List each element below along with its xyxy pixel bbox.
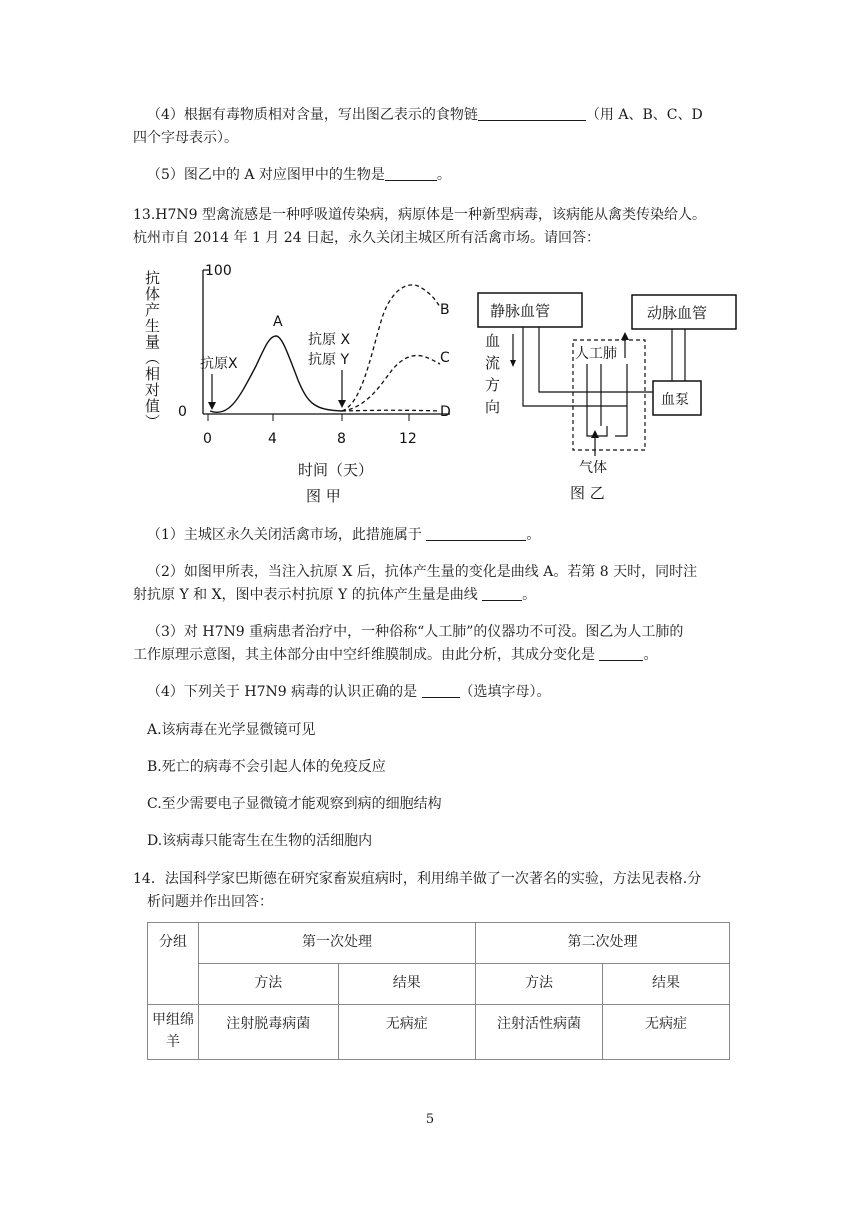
q13-part2-line2: 射抗原 Y 和 X，图中表示村抗原 Y 的抗体产生量是曲线 。: [133, 584, 536, 606]
table-header-second: 第二次处理: [476, 923, 730, 964]
table-subheader-row: [148, 964, 730, 1005]
table-header-first: 第一次处理: [199, 923, 476, 964]
q12-part4-line1: （4）根据有毒物质相对含量，写出图乙表示的食物链 （用 A、B、C、D: [147, 104, 703, 126]
q12-part4-line2: 四个字母表示）。: [133, 130, 238, 146]
x-tick-12: 12: [399, 431, 417, 447]
antigen-xy-label-1: 抗原 X: [308, 332, 351, 348]
answer-blank[interactable]: [422, 681, 460, 698]
flow-label-2: 流: [485, 354, 501, 372]
q13-part2-line1: （2）如图甲所表，当注入抗原 X 后，抗体产生量的变化是曲线 A。若第 8 天时，同时注: [147, 564, 698, 580]
x-tick-4: 4: [268, 431, 277, 447]
artery-label: 动脉血管: [647, 304, 708, 322]
curve-b-label: B: [440, 302, 450, 318]
q13-part3-line2: 工作原理示意图，其主体部分由中空纤维膜制成。由此分析，其成分变化是 。: [133, 644, 657, 666]
curve-a-label: A: [273, 314, 283, 330]
flow-label-4: 向: [485, 398, 501, 416]
q13-part1: （1）主城区永久关闭活禽市场，此措施属于 。: [147, 524, 540, 546]
figure-caption-jia: 图 甲: [306, 487, 341, 505]
q14-intro-line1: 14．法国科学家巴斯德在研究家畜炭疽病时，利用绵羊做了一次著名的实验，方法见表格.分: [133, 871, 702, 887]
curve-b: [342, 285, 440, 411]
curve-c: [342, 356, 440, 411]
table-header-result: 结果: [603, 964, 730, 1005]
antigen-xy-label-2: 抗原 Y: [308, 352, 350, 368]
answer-blank[interactable]: [599, 644, 643, 661]
y-axis-label: 抗体产生量（相对值）: [143, 270, 161, 430]
table-cell: 无病症: [603, 1005, 730, 1060]
experiment-table: [147, 922, 730, 1060]
answer-blank[interactable]: [385, 164, 437, 181]
gas-label: 气体: [579, 460, 607, 476]
q13-part4: （4）下列关于 H7N9 病毒的认识正确的是 （选填字母）。: [147, 681, 551, 703]
flow-label-1: 血: [485, 332, 501, 350]
curve-d: [342, 410, 440, 411]
table-header-row: [148, 923, 730, 964]
table-header-group: 分组: [148, 923, 199, 1005]
y-tick-0: 0: [178, 404, 187, 420]
table-cell: 注射脱毒病菌: [199, 1005, 339, 1060]
q13-option-b: B.死亡的病毒不会引起人体的免疫反应: [147, 759, 386, 775]
antigen-x-label: 抗原X: [200, 356, 238, 372]
table-cell: 无病症: [338, 1005, 476, 1060]
q13-intro-line2: 杭州市自 2014 年 1 月 24 日起，永久关闭主城区所有活禽市场。请回答：: [133, 230, 601, 246]
pump-label: 血泵: [661, 392, 689, 408]
vein-label: 静脉血管: [490, 302, 551, 320]
q13-option-c: C.至少需要电子显微镜才能观察到病的细胞结构: [147, 796, 442, 812]
curve-c-label: C: [440, 350, 450, 366]
q13-intro-line1: 13.H7N9 型禽流感是一种呼吸道传染病，病原体是一种新型病毒，该病能从禽类传染给人。: [133, 207, 706, 223]
q13-option-d: D.该病毒只能寄生在生物的活细胞内: [147, 833, 373, 849]
figure-jia-antibody-graph: [140, 258, 470, 508]
table-cell: 注射活性病菌: [476, 1005, 603, 1060]
q13-part3-line1: （3）对 H7N9 重病患者治疗中，一种俗称“人工肺”的仪器功不可没。图乙为人工肺的: [147, 624, 684, 640]
table-row: [148, 1005, 730, 1060]
table-cell-group: 甲组绵羊: [148, 1005, 199, 1060]
figure-caption-yi: 图 乙: [570, 484, 605, 502]
answer-blank[interactable]: [482, 584, 522, 601]
x-tick-8: 8: [337, 431, 346, 447]
curve-d-label: D: [440, 404, 451, 420]
table-header-method: 方法: [476, 964, 603, 1005]
page-number: 5: [425, 1112, 435, 1127]
flow-label-3: 方: [485, 376, 501, 394]
answer-blank[interactable]: [426, 524, 526, 541]
artificial-lung-label: 人工肺: [575, 346, 617, 362]
table-header-method: 方法: [199, 964, 339, 1005]
answer-blank[interactable]: [478, 104, 586, 121]
x-tick-0: 0: [203, 431, 212, 447]
q14-intro-line2: 析问题并作出回答：: [147, 894, 273, 910]
figure-yi-artificial-lung: [475, 286, 745, 508]
table-header-result: 结果: [338, 964, 476, 1005]
x-axis-label: 时间（天）: [298, 461, 374, 479]
q13-option-a: A.该病毒在光学显微镜可见: [147, 722, 316, 738]
q12-part5: （5）图乙中的 A 对应图甲中的生物是 。: [147, 164, 451, 186]
y-tick-100: 100: [205, 263, 232, 279]
